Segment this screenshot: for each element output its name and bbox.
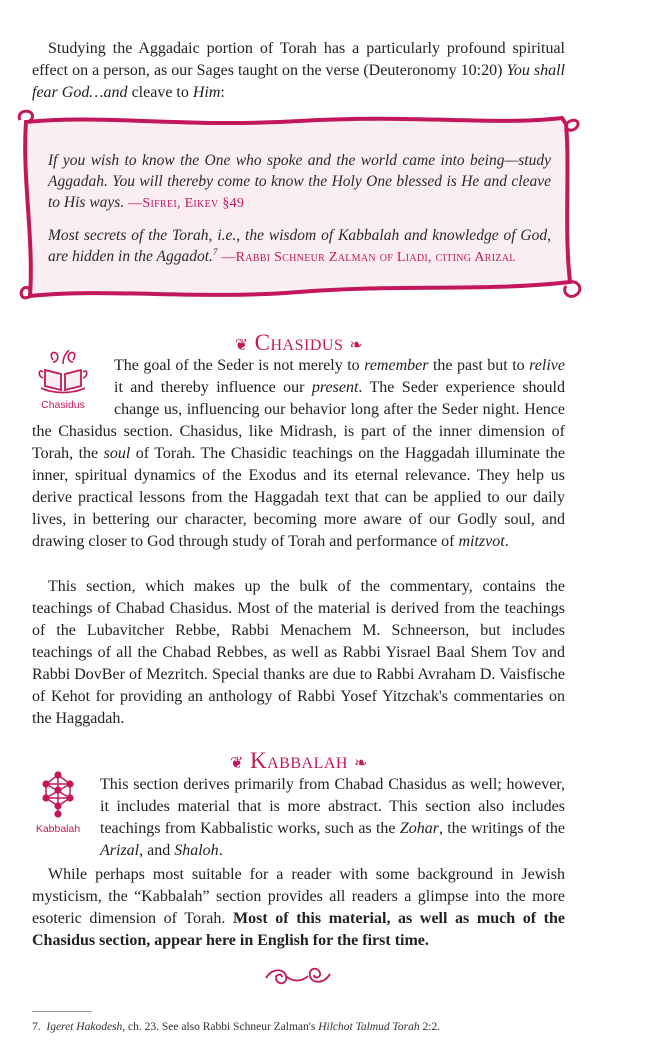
chasidus-text-c: it and thereby influence our: [114, 379, 312, 396]
footnote-number: 7.: [32, 1021, 41, 1033]
kabbalah-italic-1: Zohar: [399, 820, 439, 837]
chasidus-p2-text: This section, which makes up the bulk of the commentary, contains the teachings of Chabad Chasidus. Most of the material is derived from the teachings of the Lubavitcher Rebbe, Rabbi Menachem M. Schneerson, but includes teachings of all the Chabad Rebbes, as well as Rabbi Yisrael Baal Shem Tov and Rabbi DovBer of Mezritch. Special thanks are due to Rabbi Avraham D. Vaisfische of Kehot for providing an anthology of Rabbi Yosef Yitzchak's commentaries on the Haggadah.: [32, 578, 565, 727]
chasidus-text-a: The goal of the Seder is not merely to: [114, 357, 365, 374]
chasidus-text-f: .: [504, 533, 509, 550]
verse-italic: You shall fear God…and: [32, 62, 565, 101]
footnote-italic-1: Igeret Hakodesh: [46, 1021, 123, 1033]
intro-text: Studying the Aggadaic portion of Torah has a particularly profound spiritual effect on a person, as our Sages taught on the verse (Deuteronomy 10:20): [32, 40, 565, 79]
kabbalah-text-a: This section derives primarily from Chabad Chasidus as well; however, it includes material that is more abstract. This section also includes teachings from Kabbalistic works, such as the: [100, 776, 565, 837]
chasidus-italic-5: mitzvot: [458, 533, 505, 550]
footnote-text-1: , ch. 23. See also Rabbi Schneur Zalman's: [122, 1021, 319, 1033]
chasidus-heading-text: Chasidus: [254, 330, 344, 355]
chasidus-italic-4: soul: [103, 445, 131, 462]
footnote-text-2: 2:2.: [419, 1021, 441, 1033]
footnote-italic-2: Hilchot Talmud Torah: [318, 1021, 420, 1033]
citation-1: —Sifrei, Eikev §49: [128, 196, 245, 211]
chasidus-icon-label: Chasidus: [41, 399, 85, 411]
kabbalah-italic-2: Arizal: [100, 842, 140, 859]
citation-2: —Rabbi Schneur Zalman of Liadi, citing Arizal: [221, 250, 516, 265]
chasidus-text-e: of Torah. The Chasidic teachings on the Haggadah illuminate the inner, spiritual dynamics of the Exodus and its eternal relevance. They help us derive practical lessons from the Haggadah text that can be applied to our daily lives, in bettering our character, becoming more aware of our Godly soul, and drawing closer to God through study of Torah and performance of: [32, 445, 565, 550]
kabbalah-text-b: , the writings of the: [438, 820, 566, 837]
kabbalah-italic-3: Shaloh: [174, 842, 219, 859]
intro-text-mid: cleave to: [127, 84, 193, 101]
kabbalah-p2-text: While perhaps most suitable for a reader with some background in Jewish mysticism, the “Kabbalah” section provides all readers a glimpse into the more esoteric dimension of Torah.: [32, 866, 565, 927]
chasidus-italic-1: remember: [364, 357, 429, 374]
scroll-quote-1: [48, 150, 551, 214]
chasidus-italic-3: present: [311, 379, 359, 396]
scroll-quote-2: [48, 225, 551, 268]
kabbalah-text-d: .: [218, 842, 223, 859]
quote-text-1: If you wish to know the One who spoke and the world came into being—study Aggadah. You will thereby come to know the Holy One blessed is He and cleave to His ways.: [48, 152, 551, 211]
chasidus-paragraph-1: [32, 355, 565, 553]
intro-paragraph: [32, 38, 565, 104]
footnote-rule: [32, 1011, 92, 1012]
chasidus-paragraph-2: [32, 576, 565, 730]
ornament-left-icon: ❦: [234, 337, 249, 354]
icon-spacer: [32, 355, 114, 421]
ornament-right-icon: ❧: [353, 755, 368, 772]
ornament-left-icon: ❦: [230, 755, 245, 772]
chasidus-italic-2: relive: [529, 357, 565, 374]
kabbalah-paragraph-1: [32, 774, 565, 862]
kabbalah-icon-label: Kabbalah: [35, 823, 81, 835]
icon-spacer: [32, 774, 100, 844]
kabbalah-text-c: , and: [139, 842, 175, 859]
quote-text-2: Most secrets of the Torah, i.e., the wisdom of Kabbalah and knowledge of God, are hidden in the Aggadot.: [48, 227, 551, 265]
footnote: [32, 1020, 592, 1034]
kabbalah-heading-text: Kabbalah: [250, 748, 348, 773]
kabbalah-paragraph-2: [32, 864, 565, 952]
intro-text-end: :: [220, 84, 225, 101]
footnote-ref: 7: [212, 246, 218, 257]
end-ornament-icon: [262, 964, 334, 988]
kabbalah-heading: [0, 748, 598, 774]
ornament-right-icon: ❧: [349, 337, 364, 354]
verse-italic-2: Him: [192, 84, 221, 101]
kabbalah-p2-bold: Most of this material, as well as much of the Chasidus section, appear here in English for the first time.: [32, 910, 565, 949]
chasidus-text-b: the past but to: [428, 357, 530, 374]
chasidus-text-d: . The Seder experience should change us, influencing our behavior long after the Seder night. Hence the Chasidus section. Chasidus, like Midrash, is part of the inner dimension of Torah, the: [32, 379, 565, 462]
